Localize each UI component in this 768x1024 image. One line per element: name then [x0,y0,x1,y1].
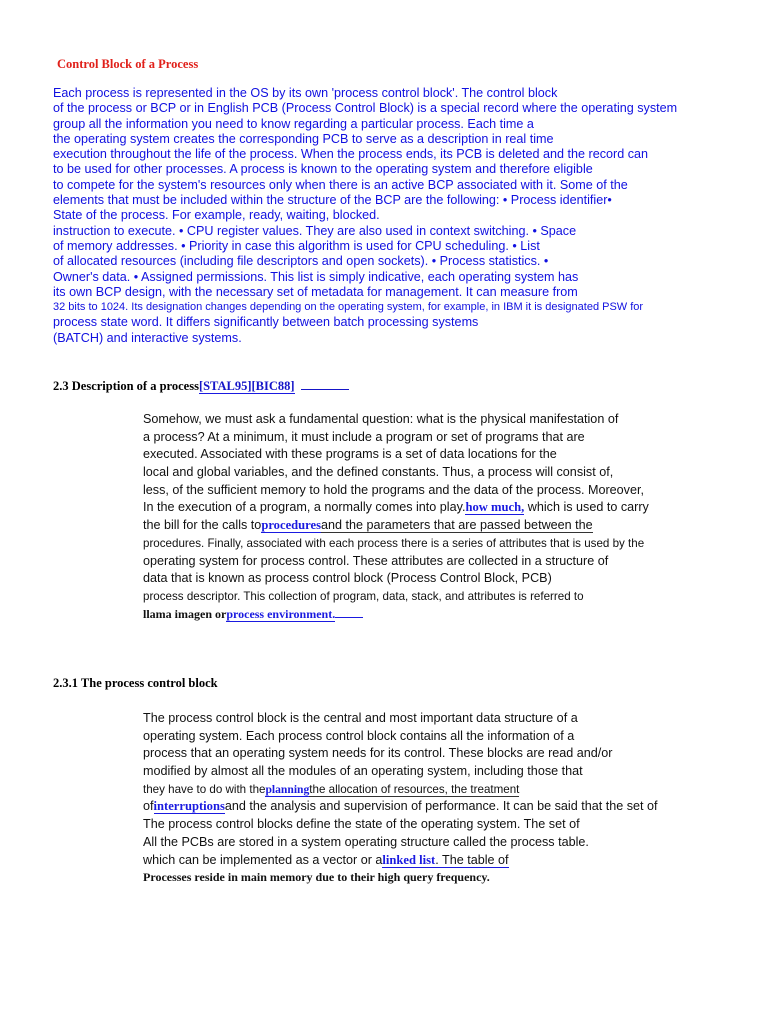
text-line: data that is known as process control block (Process Control Block, PCB) [143,571,552,586]
section-heading-2-3-1: 2.3.1 The process control block [53,676,218,690]
text-line: Processes reside in main memory due to their high query frequency. [143,870,490,885]
text-span: and the analysis and supervision of performance. It can be said that the set of [224,799,658,814]
text-line: execution throughout the life of the process. When the process ends, its PCB is deleted and the record can [53,147,649,162]
text-line: process state word. It differs significantly between batch processing systems [53,315,479,330]
section-title: Control Block of a Process [57,57,199,71]
text-line: process that an operating system needs for its control. These blocks are read and/or [143,746,613,761]
text-span: which is used to carry [524,500,649,515]
text-span: the allocation of resources, the treatment [309,782,520,796]
text-line [143,798,723,816]
underline-blank [301,378,349,390]
keyword-link[interactable]: procedures [261,518,322,533]
text-line: The process control blocks define the state of the operating system. The set of [143,817,580,832]
text-line: operating system. Each process control block contains all the information of a [143,728,575,743]
text-span: they have to do with the [143,782,266,796]
text-line: (BATCH) and interactive systems. [53,330,242,345]
text-line: less, of the sufficient memory to hold the programs and the data of the process. Moreover, [143,482,644,497]
text-span: llama imagen or [143,606,227,621]
text-line: operating system for process control. These attributes are collected in a structure of [143,553,609,568]
text-line: Each process is represented in the OS by its own 'process control block'. The control block [53,86,558,100]
text-line [143,781,723,799]
text-line: of memory addresses. • Priority in case this algorithm is used for CPU scheduling. • List [53,238,540,253]
text-line: the operating system creates the corresponding PCB to serve as a description in real time [53,131,554,146]
text-line: The process control block is the central and most important data structure of a [143,711,578,725]
keyword-link[interactable]: process environment. [226,606,336,621]
text-line: to be used for other processes. A process is known to the operating system and therefore eligible [53,162,593,177]
text-line: of allocated resources (including file descriptors and open sockets). • Process statistics. • [53,254,549,269]
text-line: of the process or BCP or in English PCB (Process Control Block) is a special record where the operating system [53,101,678,116]
underline-blank [335,606,363,618]
text-line: a process? At a minimum, it must include a program or set of programs that are [143,429,585,444]
text-line: All the PCBs are stored in a system operating structure called the process table. [143,834,589,849]
intro-paragraph [53,86,753,346]
text-line: its own BCP design, with the necessary set of metadata for management. It can measure from [53,284,578,299]
keyword-link[interactable]: how much, [465,500,525,515]
keyword-link[interactable]: interruptions [153,799,225,814]
text-line: to compete for the system's resources only when there is an active BCP associated with it. Some of the [53,177,628,192]
text-line [143,852,723,870]
keyword-link[interactable]: linked list [382,852,436,867]
text-line: executed. Associated with these programs is a set of data locations for the [143,447,557,462]
text-line: 32 bits to 1024. Its designation changes depending on the operating system, for example, in IBM it is designated PSW for [53,301,644,314]
text-line: procedures. Finally, associated with each process there is a series of attributes that is used by the [143,536,645,550]
keyword-link[interactable]: planning [265,782,310,796]
text-line: process descriptor. This collection of program, data, stack, and attributes is referred to [143,589,584,603]
text-line: Somehow, we must ask a fundamental question: what is the physical manifestation of [143,412,619,426]
text-line: modified by almost all the modules of an operating system, including those that [143,764,583,779]
section-heading-2-3 [53,378,349,394]
text-span: . The table of [435,852,509,867]
section-2-3-1-paragraph [143,710,723,887]
text-line [143,517,723,535]
text-line: local and global variables, and the defined constants. Thus, a process will consist of, [143,465,614,480]
text-line: State of the process. For example, ready, waiting, blocked. [53,208,380,223]
text-span: the bill for the calls to [143,518,262,533]
text-line: Owner's data. • Assigned permissions. This list is simply indicative, each operating system has [53,269,579,284]
text-line: elements that must be included within the structure of the BCP are the following: • Process identifier• [53,193,612,208]
text-span: of [143,799,154,814]
text-span: and the parameters that are passed between the [321,518,593,533]
text-line [143,499,723,517]
text-span: In the execution of a program, a normally comes into play. [143,500,466,515]
text-line [143,606,723,624]
text-span: which can be implemented as a vector or a [143,852,383,867]
reference-link[interactable]: [STAL95][BIC88] [198,379,295,393]
text-line: group all the information you need to know regarding a particular process. Each time a [53,116,534,131]
text-line: instruction to execute. • CPU register values. They are also used in context switching. • Space [53,223,577,238]
section-2-3-paragraph [143,411,723,623]
heading-text: 2.3 Description of a process [53,379,199,393]
